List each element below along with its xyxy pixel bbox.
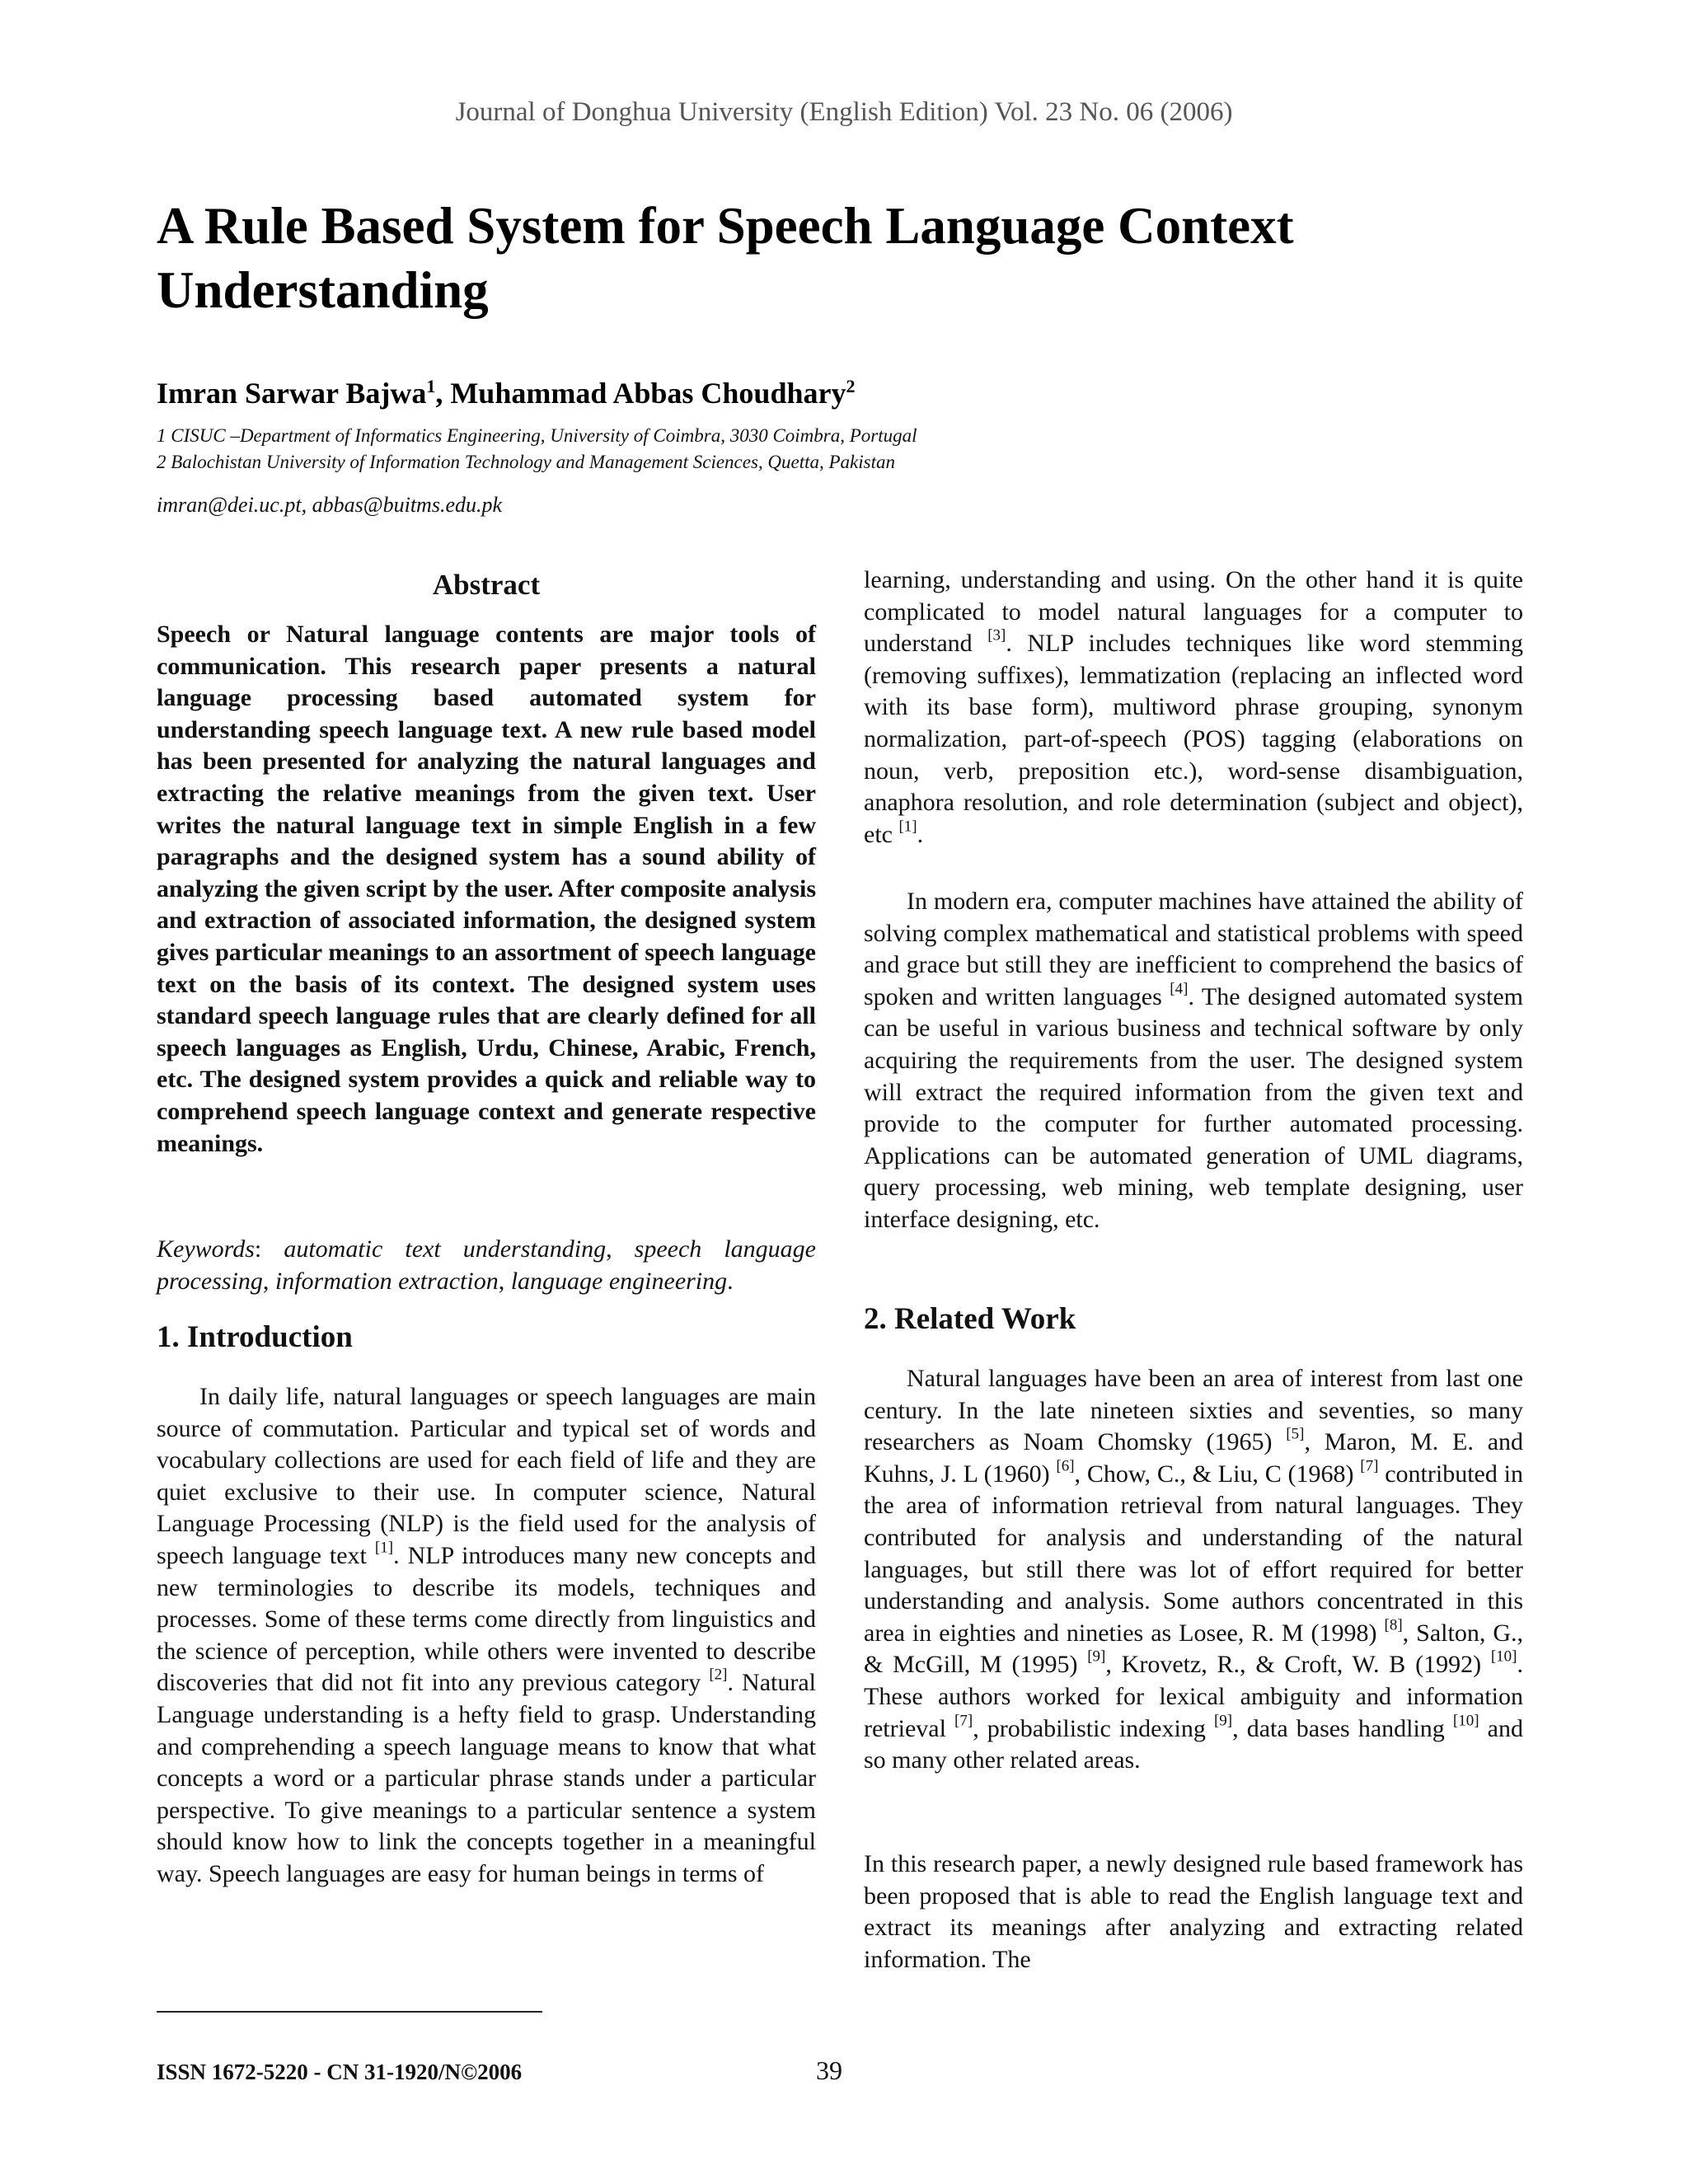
text-run: , Krovetz, R., & Croft, W. B (1992) [1105,1651,1491,1679]
keyword-item: information extraction [274,1267,499,1295]
text-run: . NLP includes techniques like word stemming (removing suffixes), lemmatization (replacing an inflected word with its base form), multiword phrase grouping, synonym normalization, part-of-speech (POS) tagging (elaborations on noun, verb, preposition etc.), word-sense disambiguation, anaphora resolution, and role determination (subject and object), etc [864,630,1523,848]
introduction-continued-paragraph [864,565,1523,851]
author-2: Muhammad Abbas Choudhary [450,377,846,410]
citation-ref: [8] [1384,1616,1403,1634]
section-2-heading: 2. Related Work [864,1302,1076,1336]
author-1: Imran Sarwar Bajwa [157,377,427,410]
citation-ref: [9] [1087,1648,1106,1666]
text-run: learning, understanding and using. On the other hand it is quite complicated to model natural languages for a computer to understand [864,566,1523,658]
paper-title: A Rule Based System for Speech Language Context Understanding [157,197,1294,319]
text-run: In modern era, computer machines have attained the ability of solving complex mathematical and statistical problems with speed and grace but still they are inefficient to comprehend the basics of spoken and written languages [864,888,1523,1010]
text-run: . [917,820,924,848]
keywords [157,1234,816,1297]
abstract-text: Speech or Natural language contents are major tools of communication. This research paper presents a natural language processing based automated system for understanding speech language text. A new rule based model has been presented for analyzing the natural languages and extracting the relative meanings from the given text. User writes the natural language text in simple English in a few paragraphs and the designed system has a sound ability of analyzing the given script by the user. After composite analysis and extraction of associated information, the designed system gives particular meanings to an assortment of speech language text on the basis of its context. The designed system uses standard speech language rules that are clearly defined for all speech languages as English, Urdu, Chinese, Arabic, French, etc. The designed system provides a quick and reliable way to comprehend speech language context and generate respective meanings. [157,621,816,1157]
related-work-paragraph [864,1363,1523,1777]
citation-ref: [3] [987,626,1006,644]
keyword-item: automatic text understanding [284,1235,607,1263]
keywords-period: . [727,1267,734,1295]
author-line [157,368,1475,411]
affiliation-2: 2 Balochistan University of Information Technology and Management Sciences, Quetta, Pakistan [157,452,896,472]
author-1-affil-mark: 1 [426,376,436,396]
text-run: , Chow, C., & Liu, C (1968) [1074,1460,1361,1488]
introduction-paragraph-2 [864,886,1523,1236]
keyword-comma: , [498,1267,511,1295]
text-run: . Natural Language understanding is a hefty field to grasp. Understanding and comprehending a speech language means to know that what concepts a word or a particular phrase stands under a particular perspective. To give meanings to a particular sentence a system should know how to link the concepts together in a meaningful way. Speech languages are easy for human beings in terms of [157,1669,816,1887]
introduction-paragraph [157,1381,816,1891]
text-run: , probabilistic indexing [973,1714,1214,1742]
keyword-comma: , [262,1267,275,1295]
citation-ref: [9] [1213,1712,1233,1730]
keyword-item: language engineering [510,1267,728,1295]
abstract-heading: Abstract [432,569,541,601]
citation-ref: [1] [898,818,917,836]
text-run: contributed in the area of information retrieval from natural languages. They contributed for analysis and understanding of the natural languages, but still there was lot of effort required for better understanding and analysis. Some authors concentrated in this area in eighties and nineties as Losee, R. M (1998) [864,1460,1523,1647]
citation-ref: [4] [1170,980,1189,998]
citation-ref: [7] [954,1712,973,1730]
related-work-paragraph-2: In this research paper, a newly designed rule based framework has been proposed that is able to read the English language text and extract its meanings after analyzing and extracting related information. The [864,1850,1523,1973]
affiliation-1: 1 CISUC –Department of Informatics Engineering, University of Coimbra, 3030 Coimbra, Portugal [157,425,917,446]
author-separator: , [435,377,451,410]
text-run: Natural languages have been an area of interest from last one century. In the late nineteen sixties and seventies, so many researchers as Noam Chomsky (1965) [864,1365,1523,1456]
keyword-item: speech language processing [157,1235,816,1295]
citation-ref: [7] [1360,1457,1379,1475]
text-run: and so many other related areas. [864,1714,1523,1774]
keyword-comma: , [606,1235,635,1263]
keywords-colon: : [254,1235,284,1263]
footer-issn: ISSN 1672-5220 - CN 31-1920/N©2006 [157,2060,523,2084]
running-head: Journal of Donghua University (English Edition) Vol. 23 No. 06 (2006) [455,97,1233,127]
text-run: . NLP introduces many new concepts and new terminologies to describe its models, techniques and processes. Some of these terms come directly from linguistics and the science of perception, while others were invented to describe discoveries that did not fit into any previous category [157,1541,817,1697]
citation-ref: [5] [1286,1425,1305,1443]
author-2-affil-mark: 2 [846,376,856,396]
citation-ref: [10] [1490,1648,1517,1666]
text-run: , Salton, G., & McGill, M (1995) [864,1619,1523,1679]
citation-ref: [1] [374,1539,394,1557]
citation-ref: [6] [1056,1457,1075,1475]
citation-ref: [2] [709,1666,728,1685]
citation-ref: [10] [1452,1712,1479,1730]
footer-rule [157,2011,542,2013]
text-run: , Maron, M. E. and Kuhns, J. L (1960) [864,1428,1524,1488]
author-emails: imran@dei.uc.pt, abbas@buitms.edu.pk [157,493,503,517]
keywords-label: Keywords [157,1235,255,1263]
page-number: 39 [816,2055,842,2085]
text-run: . The designed automated system can be useful in various business and technical software by only acquiring the requirements from the user. The designed system will extract the required information from the given text and provide to the computer for further automated processing. Applications can be automated generation of UML diagrams, query processing, web mining, web template designing, user interface designing, etc. [864,982,1523,1233]
text-run: , data bases handling [1232,1714,1453,1742]
text-run: . These authors worked for lexical ambiguity and information retrieval [864,1651,1523,1742]
section-1-heading: 1. Introduction [157,1320,353,1354]
text-run: In daily life, natural languages or speech languages are main source of commutation. Particular and typical set of words and vocabulary collections are used for each field of life and they are quiet exclusive to their use. In computer science, Natural Language Processing (NLP) is the field used for the analysis of speech language text [157,1383,816,1569]
